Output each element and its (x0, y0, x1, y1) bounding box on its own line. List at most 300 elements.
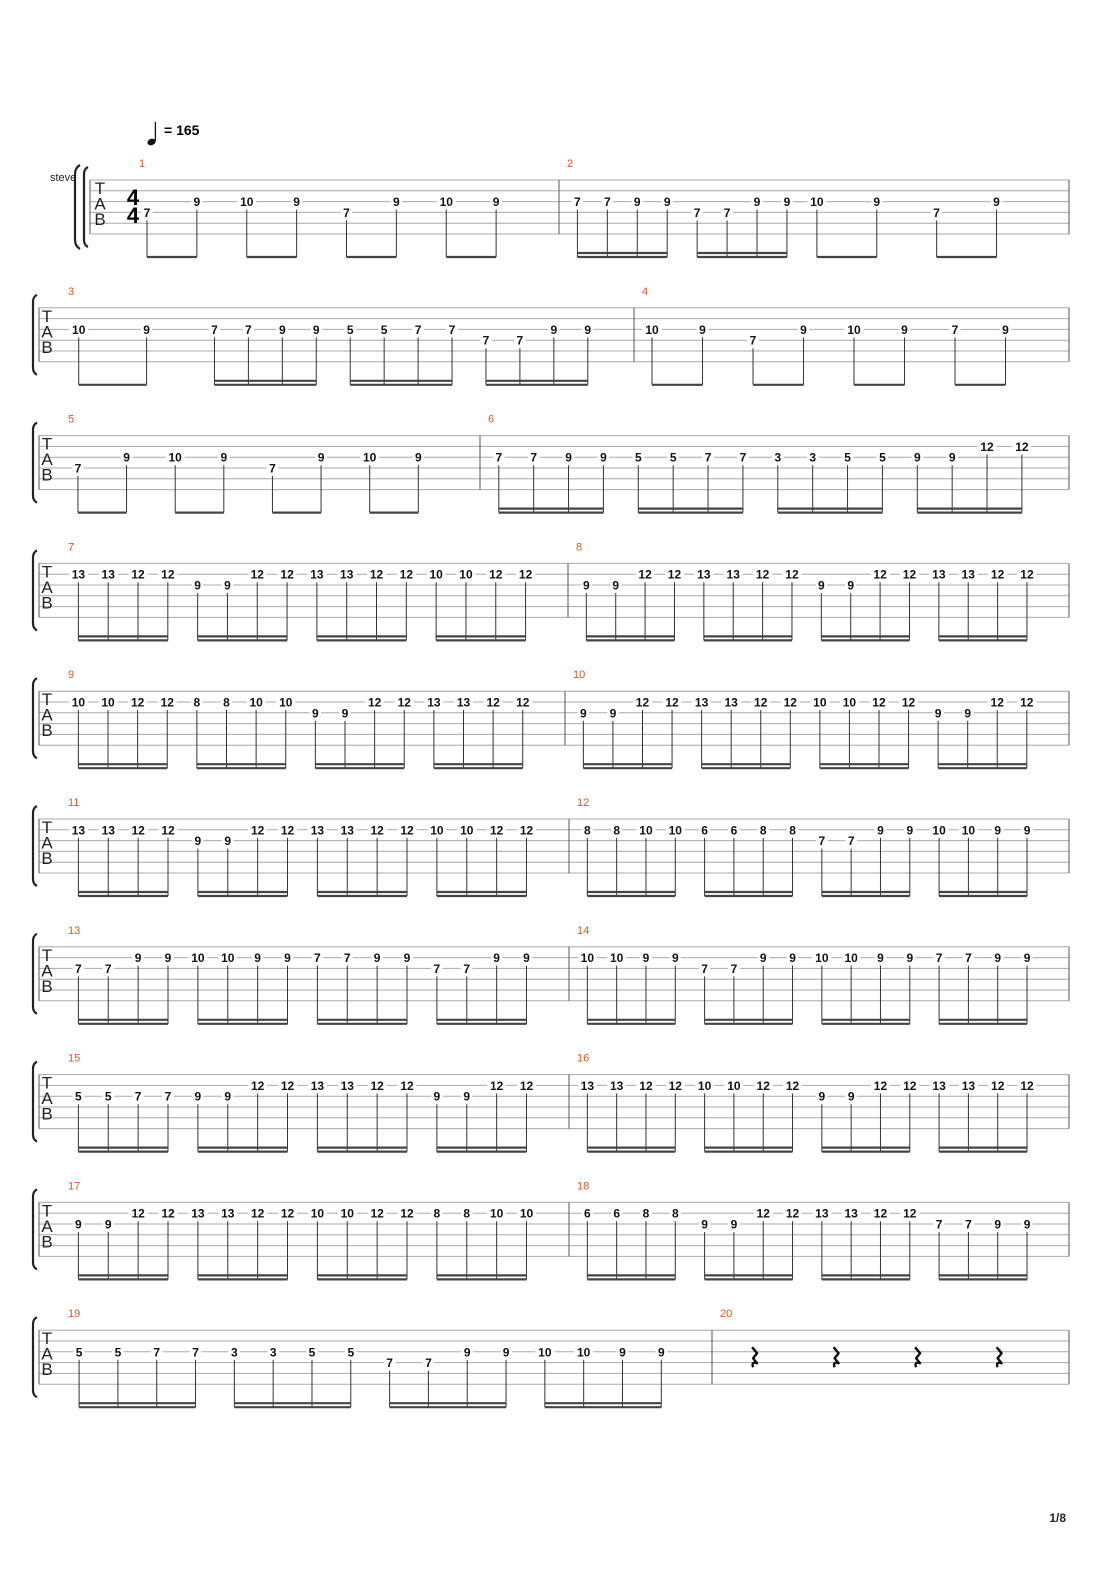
tab-clef-letter: T (41, 1201, 53, 1221)
fret-number: 12 (131, 567, 145, 582)
tab-clef-letter: B (41, 1360, 53, 1380)
tab-clef-letter: A (41, 1344, 53, 1364)
fret-number: 13 (844, 1206, 858, 1221)
fret-number: 7 (935, 1217, 943, 1232)
fret-number: 9 (164, 951, 172, 966)
fret-number: 9 (583, 578, 590, 593)
fret-number: 13 (340, 567, 354, 582)
fret-number: 13 (310, 567, 324, 582)
fret-number: 9 (934, 706, 942, 721)
fret-number: 9 (818, 578, 825, 593)
fret-number: 10 (221, 951, 235, 966)
measure-number: 3 (68, 285, 75, 298)
fret-number: 12 (250, 1206, 265, 1221)
fret-number: 12 (131, 823, 145, 838)
fret-number: 9 (671, 951, 679, 966)
fret-number: 9 (134, 951, 142, 966)
system-bracket (33, 1317, 37, 1397)
tab-clef-letter: A (41, 1216, 53, 1236)
fret-number: 6 (730, 823, 738, 838)
fret-number: 10 (240, 195, 254, 210)
system-bracket (33, 295, 37, 375)
system-bracket (33, 678, 37, 758)
fret-number: 13 (191, 1206, 205, 1221)
fret-number: 9 (104, 1217, 112, 1232)
tab-clef-letter: B (41, 337, 53, 357)
fret-number: 9 (193, 195, 201, 210)
tab-clef-letter: B (41, 721, 53, 741)
fret-number: 5 (844, 450, 851, 465)
page-number: 1/8 (1049, 1511, 1066, 1525)
system-bracket (33, 806, 37, 886)
fret-number: 9 (1002, 322, 1009, 337)
fret-number: 10 (429, 567, 443, 582)
fret-number: 9 (523, 951, 530, 966)
fret-number: 10 (844, 951, 858, 966)
fret-number: 13 (932, 1078, 946, 1093)
measure-number: 12 (577, 797, 590, 809)
fret-number: 12 (280, 1078, 295, 1093)
fret-number: 12 (489, 567, 503, 582)
fret-number: 10 (310, 1206, 325, 1221)
fret-number: 9 (194, 578, 201, 593)
fret-number: 9 (312, 322, 320, 337)
quarter-rest (997, 1347, 1002, 1367)
fret-number: 5 (75, 1089, 82, 1104)
measure-number: 6 (488, 413, 495, 426)
fret-number: 12 (1015, 439, 1029, 454)
measure-number: 8 (576, 541, 583, 554)
fret-number: 9 (906, 823, 914, 838)
fret-number: 9 (994, 951, 1002, 966)
fret-number: 12 (400, 1078, 414, 1093)
fret-number: 7 (965, 1217, 972, 1232)
system-bracket (33, 423, 37, 503)
fret-number: 13 (694, 695, 709, 710)
fret-number: 9 (463, 1089, 471, 1104)
fret-number: 12 (1020, 567, 1034, 582)
fret-number: 9 (123, 450, 130, 465)
fret-number: 12 (1020, 1078, 1034, 1093)
fret-number: 9 (873, 195, 881, 210)
measure-number: 2 (567, 158, 574, 170)
fret-number: 10 (645, 322, 659, 337)
fret-number: 9 (657, 1345, 665, 1360)
fret-number: 5 (114, 1345, 122, 1360)
fret-number: 7 (516, 333, 524, 348)
measure-number: 15 (68, 1052, 81, 1065)
fret-number: 7 (723, 205, 731, 220)
fret-number: 9 (224, 1089, 232, 1104)
fret-number: 7 (847, 834, 855, 849)
fret-number: 9 (373, 951, 381, 966)
fret-number: 10 (489, 1206, 504, 1221)
measure-number: 20 (720, 1308, 733, 1321)
fret-number: 8 (671, 1206, 679, 1221)
fret-number: 10 (363, 450, 377, 465)
measure-number: 18 (577, 1180, 590, 1193)
fret-number: 9 (964, 706, 972, 721)
fret-number: 9 (877, 823, 884, 838)
fret-number: 8 (433, 1206, 441, 1221)
fret-number: 13 (71, 567, 86, 582)
fret-number: 13 (71, 823, 86, 838)
fret-number: 12 (980, 439, 994, 454)
system-bracket (33, 550, 37, 630)
fret-number: 7 (448, 322, 456, 337)
fret-number: 12 (756, 1078, 770, 1093)
fret-number: 5 (104, 1089, 112, 1104)
fret-number: 9 (901, 322, 908, 337)
fret-number: 10 (72, 322, 86, 337)
fret-number: 10 (932, 823, 946, 838)
fret-number: 9 (600, 450, 607, 465)
fret-number: 10 (810, 195, 824, 210)
fret-number: 9 (699, 322, 706, 337)
fret-number: 9 (194, 834, 202, 849)
fret-number: 9 (1023, 951, 1031, 966)
tab-clef-letter: B (41, 1104, 53, 1124)
fret-number: 9 (224, 834, 232, 849)
fret-number: 13 (932, 567, 946, 582)
fret-number: 10 (813, 695, 827, 710)
fret-number: 10 (815, 951, 829, 966)
measure-number: 11 (68, 797, 80, 809)
fret-number: 13 (340, 823, 354, 838)
fret-number: 9 (800, 322, 807, 337)
fret-number: 7 (701, 961, 708, 976)
fret-number: 12 (873, 1206, 888, 1221)
fret-number: 10 (639, 823, 653, 838)
fret-number: 9 (565, 450, 572, 465)
fret-number: 9 (317, 450, 325, 465)
measure-number: 19 (68, 1308, 81, 1321)
fret-number: 12 (369, 567, 384, 582)
tab-clef-letter: T (41, 945, 53, 965)
fret-number: 7 (739, 450, 747, 465)
track-name: steve (50, 172, 77, 184)
fret-number: 7 (530, 450, 538, 465)
fret-number: 7 (269, 461, 276, 476)
fret-number: 13 (310, 1078, 325, 1093)
fret-number: 10 (847, 322, 861, 337)
fret-number: 12 (785, 1206, 800, 1221)
fret-number: 9 (913, 450, 921, 465)
system-bracket (33, 1062, 37, 1142)
fret-number: 10 (538, 1345, 552, 1360)
fret-number: 10 (519, 1206, 534, 1221)
fret-number: 5 (308, 1345, 316, 1360)
quarter-rest (752, 1347, 757, 1367)
tempo-label: = 165 (164, 122, 200, 138)
tab-clef-letter: A (41, 705, 53, 725)
tab-clef-letter: T (41, 562, 53, 582)
fret-number: 9 (994, 1217, 1002, 1232)
fret-number: 9 (284, 951, 291, 966)
tab-clef-letter: B (41, 1232, 53, 1252)
fret-number: 9 (948, 450, 956, 465)
fret-number: 5 (75, 1345, 83, 1360)
fret-number: 5 (669, 450, 677, 465)
fret-number: 7 (74, 461, 82, 476)
fret-number: 13 (724, 695, 738, 710)
fret-number: 6 (584, 1206, 591, 1221)
tab-clef-letter: T (41, 818, 53, 837)
measure-number: 10 (573, 669, 586, 682)
fret-number: 9 (663, 195, 671, 210)
fret-number: 12 (250, 1078, 265, 1093)
fret-number: 12 (399, 567, 414, 582)
fret-number: 10 (249, 695, 263, 710)
fret-number: 9 (619, 1345, 626, 1360)
quarter-rest (834, 1347, 839, 1367)
measure-number: 13 (68, 924, 81, 937)
measure-number: 4 (642, 285, 649, 298)
tab-clef-letter: T (41, 1073, 53, 1093)
fret-number: 7 (574, 195, 581, 210)
fret-number: 10 (279, 695, 293, 710)
fret-number: 8 (642, 1206, 650, 1221)
fret-number: 10 (430, 823, 444, 838)
fret-number: 12 (400, 1206, 414, 1221)
tab-clef-letter: T (41, 306, 53, 326)
tab-clef-letter: A (41, 1089, 53, 1109)
fret-number: 9 (312, 706, 319, 721)
fret-number: 12 (486, 695, 500, 710)
fret-number: 9 (789, 951, 796, 966)
tab-clef-letter: B (41, 976, 53, 996)
tab-clef-letter: T (41, 690, 53, 710)
fret-number: 10 (727, 1078, 741, 1093)
measure-number: 9 (68, 669, 75, 682)
fret-number: 5 (346, 322, 354, 337)
fret-number: 3 (269, 1345, 277, 1360)
fret-number: 7 (143, 205, 151, 220)
fret-number: 13 (815, 1206, 829, 1221)
fret-number: 9 (847, 578, 855, 593)
fret-number: 5 (634, 450, 642, 465)
fret-number: 5 (347, 1345, 355, 1360)
fret-number: 12 (754, 695, 768, 710)
fret-number: 12 (161, 1206, 175, 1221)
tab-clef-letter: A (41, 833, 53, 853)
tab-clef-letter: T (94, 179, 106, 198)
fret-number: 13 (427, 695, 441, 710)
fret-number: 12 (280, 823, 295, 838)
system-bracket (84, 167, 88, 247)
measure-number: 7 (68, 541, 75, 554)
fret-number: 9 (580, 706, 587, 721)
fret-number: 7 (414, 322, 422, 337)
fret-number: 7 (693, 205, 701, 220)
time-signature-top: 4 (126, 185, 140, 210)
fret-number: 7 (211, 322, 218, 337)
fret-number: 10 (459, 567, 473, 582)
fret-number: 9 (730, 1217, 738, 1232)
fret-number: 12 (397, 695, 411, 710)
fret-number: 12 (160, 695, 174, 710)
tab-clef-letter: A (41, 577, 53, 597)
fret-number: 9 (278, 322, 286, 337)
fret-number: 9 (493, 951, 500, 966)
fret-number: 12 (489, 823, 504, 838)
fret-number: 7 (495, 450, 503, 465)
fret-number: 7 (104, 961, 112, 976)
fret-number: 9 (414, 450, 422, 465)
fret-number: 3 (231, 1345, 238, 1360)
fret-number: 12 (783, 695, 797, 710)
fret-number: 10 (191, 951, 205, 966)
tab-clef-letter: B (94, 210, 106, 229)
fret-number: 8 (223, 695, 230, 710)
fret-number: 12 (250, 823, 265, 838)
tab-clef-letter: B (41, 593, 53, 613)
fret-number: 13 (697, 567, 711, 582)
fret-number: 9 (783, 195, 791, 210)
fret-number: 9 (847, 1089, 855, 1104)
fret-number: 10 (340, 1206, 354, 1221)
fret-number: 10 (697, 1078, 712, 1093)
fret-number: 12 (280, 1206, 295, 1221)
fret-number: 12 (519, 1078, 534, 1093)
fret-number: 10 (460, 823, 474, 838)
fret-number: 9 (633, 195, 641, 210)
tab-clef-letter: A (41, 450, 53, 470)
fret-number: 10 (961, 823, 976, 838)
fret-number: 9 (1023, 1217, 1031, 1232)
fret-number: 8 (584, 823, 591, 838)
fret-number: 9 (403, 951, 411, 966)
fret-number: 9 (463, 1345, 471, 1360)
fret-number: 9 (609, 706, 617, 721)
fret-number: 9 (194, 1089, 202, 1104)
fret-number: 8 (759, 823, 767, 838)
fret-number: 10 (168, 450, 182, 465)
fret-number: 9 (224, 578, 231, 593)
fret-number: 12 (990, 695, 1004, 710)
fret-number: 9 (220, 450, 228, 465)
fret-number: 13 (580, 1078, 595, 1093)
fret-number: 7 (164, 1089, 172, 1104)
fret-number: 7 (192, 1345, 199, 1360)
tab-clef-letter: A (41, 322, 53, 342)
fret-number: 7 (153, 1345, 161, 1360)
fret-number: 13 (340, 1078, 354, 1093)
fret-number: 8 (613, 823, 621, 838)
tab-clef-letter: T (41, 1329, 53, 1349)
fret-number: 8 (193, 695, 201, 710)
fret-number: 9 (293, 195, 300, 210)
fret-number: 12 (639, 1078, 653, 1093)
fret-number: 7 (314, 951, 321, 966)
fret-number: 3 (809, 450, 817, 465)
fret-number: 12 (785, 567, 799, 582)
fret-number: 12 (755, 567, 770, 582)
fret-number: 13 (726, 567, 740, 582)
fret-number: 12 (785, 1078, 800, 1093)
fret-number: 10 (576, 1345, 591, 1360)
fret-number: 7 (425, 1356, 432, 1371)
fret-number: 7 (343, 205, 350, 220)
fret-number: 9 (877, 951, 884, 966)
fret-number: 9 (759, 951, 767, 966)
fret-number: 7 (245, 322, 252, 337)
fret-number: 10 (842, 695, 857, 710)
fret-number: 12 (280, 567, 294, 582)
fret-number: 7 (433, 961, 441, 976)
fret-number: 12 (991, 1078, 1005, 1093)
fret-number: 12 (161, 823, 175, 838)
fret-number: 12 (873, 1078, 888, 1093)
fret-number: 7 (818, 834, 826, 849)
fret-number: 12 (873, 567, 887, 582)
fret-number: 9 (492, 195, 500, 210)
tab-clef-letter: B (41, 465, 53, 485)
fret-number: 7 (951, 322, 959, 337)
quarter-rest (915, 1347, 920, 1367)
measure-number: 16 (577, 1052, 590, 1065)
fret-number: 9 (701, 1217, 708, 1232)
fret-number: 7 (933, 205, 940, 220)
fret-number: 8 (789, 823, 796, 838)
fret-number: 7 (965, 951, 972, 966)
fret-number: 12 (370, 1078, 384, 1093)
fret-number: 3 (774, 450, 782, 465)
fret-number: 9 (906, 951, 914, 966)
fret-number: 12 (367, 695, 382, 710)
fret-number: 10 (71, 695, 86, 710)
measure-number: 1 (139, 158, 146, 170)
fret-number: 13 (310, 823, 325, 838)
measure-number: 14 (577, 924, 590, 937)
fret-number: 9 (753, 195, 761, 210)
fret-number: 12 (903, 1078, 917, 1093)
fret-number: 12 (902, 567, 917, 582)
fret-number: 9 (75, 1217, 82, 1232)
fret-number: 12 (635, 695, 650, 710)
fret-number: 12 (161, 567, 175, 582)
fret-number: 12 (516, 695, 530, 710)
fret-number: 8 (463, 1206, 471, 1221)
fret-number: 9 (612, 578, 620, 593)
fret-number: 7 (386, 1356, 393, 1371)
fret-number: 12 (1020, 695, 1034, 710)
fret-number: 7 (603, 195, 611, 210)
fret-number: 12 (665, 695, 679, 710)
fret-number: 12 (370, 823, 384, 838)
measure-number: 17 (68, 1180, 81, 1193)
fret-number: 9 (818, 1089, 826, 1104)
fret-number: 9 (341, 706, 349, 721)
time-signature-bottom: 4 (126, 203, 140, 228)
fret-number: 7 (75, 961, 82, 976)
fret-number: 10 (439, 195, 453, 210)
fret-number: 12 (518, 567, 533, 582)
fret-number: 6 (701, 823, 708, 838)
fret-number: 13 (961, 567, 975, 582)
fret-number: 13 (221, 1206, 235, 1221)
fret-number: 9 (433, 1089, 441, 1104)
fret-number: 12 (519, 823, 534, 838)
fret-number: 7 (749, 333, 757, 348)
fret-number: 13 (101, 823, 115, 838)
fret-number: 13 (961, 1078, 976, 1093)
fret-number: 9 (393, 195, 400, 210)
fret-number: 13 (609, 1078, 624, 1093)
fret-number: 7 (482, 333, 490, 348)
track-bracket (75, 165, 80, 249)
fret-number: 12 (872, 695, 886, 710)
